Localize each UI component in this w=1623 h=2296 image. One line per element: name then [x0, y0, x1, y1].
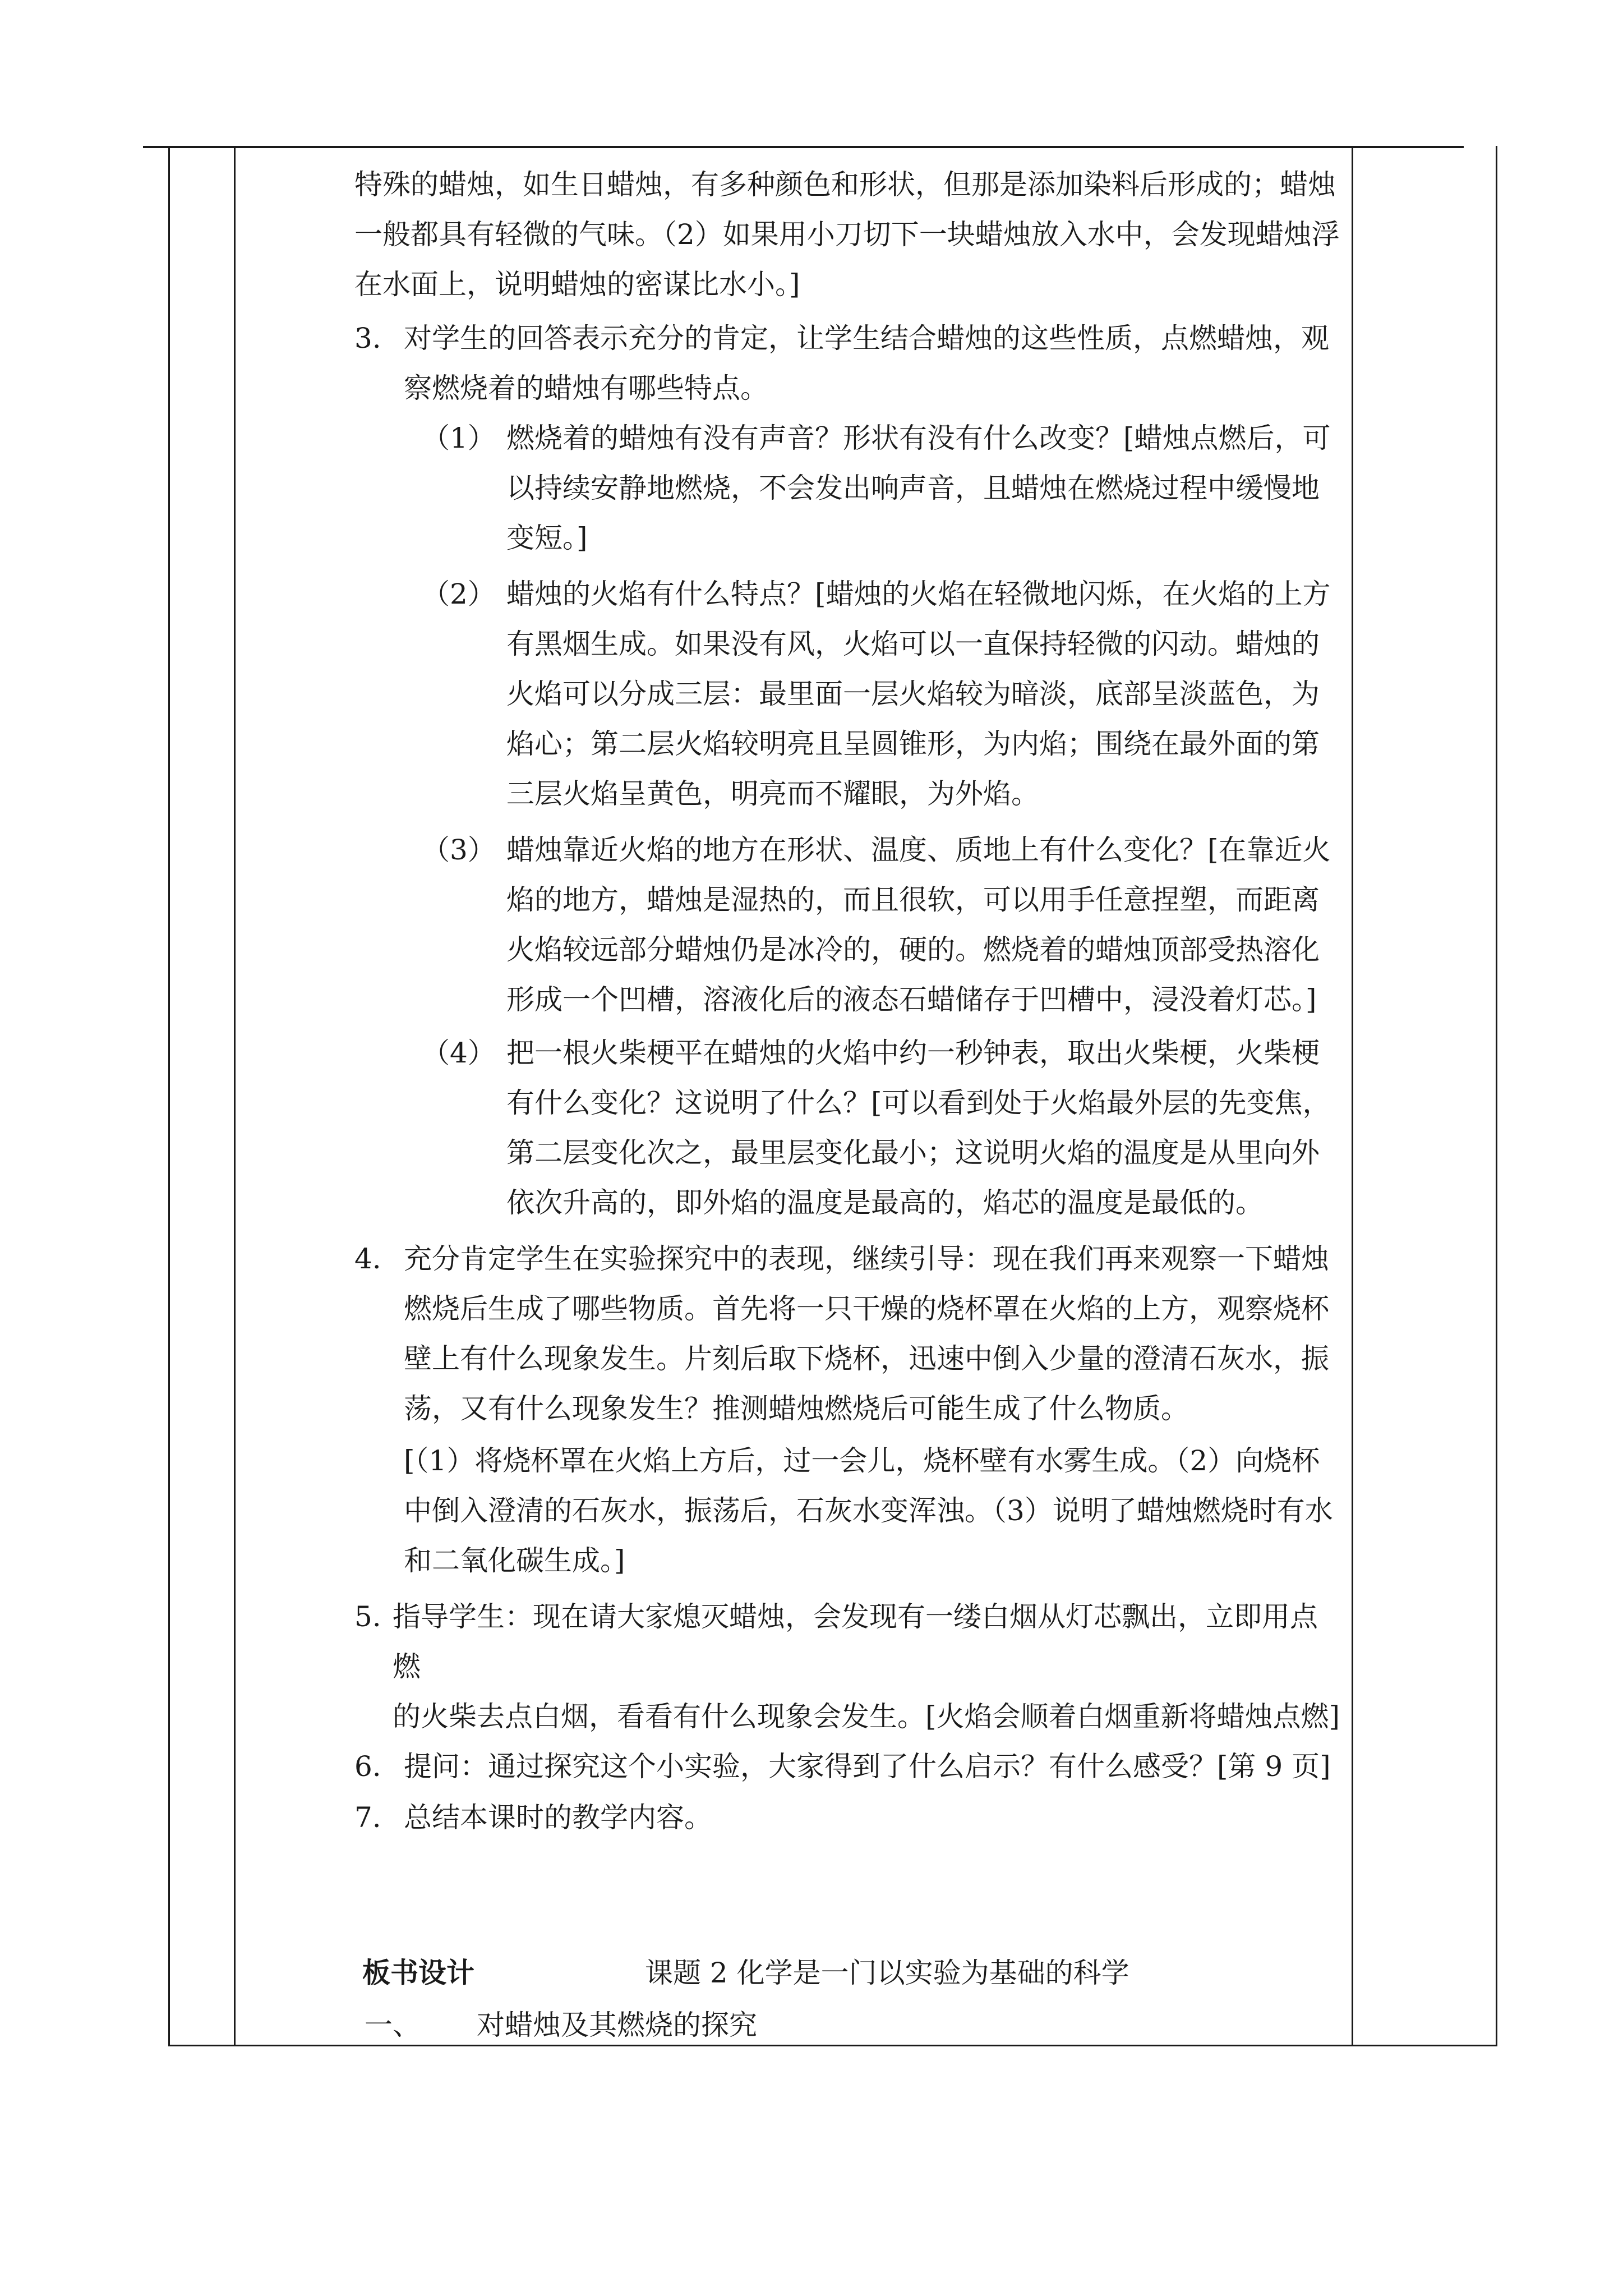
- item-4-line-7: 和二氧化碳生成。]: [404, 1544, 625, 1577]
- column-divider-1: [234, 146, 236, 2046]
- table-left-border: [168, 146, 170, 2046]
- sub-item-1-number: （1）: [422, 422, 496, 454]
- item-7-text: 总结本课时的教学内容。: [404, 1801, 712, 1834]
- item-6-text: 提问：通过探究这个小实验，大家得到了什么启示？有什么感受？[第 9 页]: [404, 1750, 1331, 1783]
- sub-item-3-line-3: 火焰较远部分蜡烛仍是冰冷的，硬的。燃烧着的蜡烛顶部受热溶化: [506, 933, 1320, 966]
- item-4-line-5: [（1）将烧杯罩在火焰上方后，过一会儿，烧杯壁有水雾生成。（2）向烧杯: [404, 1444, 1320, 1477]
- table-top-border: [143, 146, 1464, 148]
- sub-item-3-line-4: 形成一个凹槽，溶液化后的液态石蜡储存于凹槽中，浸没着灯芯。]: [506, 983, 1317, 1016]
- sub-item-2-line-5: 三层火焰呈黄色，明亮而不耀眼，为外焰。: [506, 777, 1039, 810]
- table-right-border: [1496, 146, 1497, 2046]
- sub-item-4-number: （4）: [422, 1037, 496, 1069]
- board-design-label: 板书设计: [362, 1956, 474, 1989]
- item-4-line-3: 壁上有什么现象发生。片刻后取下烧杯，迅速中倒入少量的澄清石灰水，振: [404, 1342, 1329, 1375]
- board-subsection-number: 一、: [365, 2009, 421, 2041]
- item-3-line-1: 对学生的回答表示充分的肯定，让学生结合蜡烛的这些性质，点燃蜡烛，观: [404, 322, 1329, 355]
- sub-item-1-line-2: 以持续安静地燃烧，不会发出响声音，且蜡烛在燃烧过程中缓慢地: [506, 472, 1320, 504]
- sub-item-2-line-3: 火焰可以分成三层：最里面一层火焰较为暗淡，底部呈淡蓝色，为: [506, 678, 1320, 710]
- item-7-number: 7.: [354, 1801, 381, 1834]
- intro-line-1: 特殊的蜡烛，如生日蜡烛，有多种颜色和形状，但那是添加染料后形成的；蜡烛: [354, 168, 1336, 201]
- sub-item-1-line-3: 变短。]: [506, 522, 588, 554]
- item-6-number: 6.: [354, 1750, 381, 1783]
- sub-item-3-line-1: 蜡烛靠近火焰的地方在形状、温度、质地上有什么变化？[在靠近火: [506, 834, 1331, 866]
- sub-item-4-line-3: 第二层变化次之，最里层变化最小；这说明火焰的温度是从里向外: [506, 1137, 1320, 1169]
- sub-item-4-line-1: 把一根火柴梗平在蜡烛的火焰中约一秒钟表，取出火柴梗，火柴梗: [506, 1037, 1320, 1069]
- item-5-number: 5.: [354, 1600, 381, 1633]
- intro-line-2: 一般都具有轻微的气味。（2）如果用小刀切下一块蜡烛放入水中，会发现蜡烛浮: [354, 218, 1340, 251]
- sub-item-3-line-2: 焰的地方，蜡烛是湿热的，而且很软，可以用手任意捏塑，而距离: [506, 884, 1320, 916]
- item-4-line-2: 燃烧后生成了哪些物质。首先将一只干燥的烧杯罩在火焰的上方，观察烧杯: [404, 1292, 1329, 1325]
- intro-line-3: 在水面上，说明蜡烛的密谋比水小。]: [354, 268, 800, 301]
- table-bottom-border: [168, 2045, 1497, 2046]
- sub-item-3-number: （3）: [422, 834, 496, 866]
- sub-item-1-line-1: 燃烧着的蜡烛有没有声音？形状有没有什么改变？[蜡烛点燃后，可: [506, 422, 1331, 454]
- board-subsection-text: 对蜡烛及其燃烧的探究: [477, 2009, 757, 2041]
- sub-item-2-line-2: 有黑烟生成。如果没有风，火焰可以一直保持轻微的闪动。蜡烛的: [506, 628, 1320, 660]
- item-5-line-3: 的火柴去点白烟，看看有什么现象会发生。[火焰会顺着白烟重新将蜡烛点燃]: [393, 1700, 1340, 1733]
- sub-item-2-number: （2）: [422, 578, 496, 610]
- item-3-line-2: 察燃烧着的蜡烛有哪些特点。: [404, 372, 768, 404]
- item-4-number: 4.: [354, 1243, 381, 1275]
- item-5-line-2: 燃: [393, 1650, 421, 1683]
- item-4-line-6: 中倒入澄清的石灰水，振荡后，石灰水变浑浊。（3）说明了蜡烛燃烧时有水: [404, 1494, 1333, 1527]
- item-4-line-4: 荡，又有什么现象发生？推测蜡烛燃烧后可能生成了什么物质。: [404, 1392, 1189, 1425]
- sub-item-2-line-1: 蜡烛的火焰有什么特点？[蜡烛的火焰在轻微地闪烁，在火焰的上方: [506, 578, 1331, 610]
- board-design-title: 课题 2 化学是一门以实验为基础的科学: [645, 1957, 1129, 1989]
- item-4-line-1: 充分肯定学生在实验探究中的表现，继续引导：现在我们再来观察一下蜡烛: [404, 1243, 1329, 1275]
- item-5-line-1: 指导学生：现在请大家熄灭蜡烛，会发现有一缕白烟从灯芯飘出，立即用点: [393, 1600, 1318, 1633]
- item-3-number: 3.: [354, 322, 381, 355]
- column-divider-2: [1352, 146, 1353, 2046]
- sub-item-2-line-4: 焰心；第二层火焰较明亮且呈圆锥形，为内焰；围绕在最外面的第: [506, 728, 1320, 760]
- sub-item-4-line-2: 有什么变化？这说明了什么？[可以看到处于火焰最外层的先变焦，: [506, 1087, 1331, 1119]
- sub-item-4-line-4: 依次升高的，即外焰的温度是最高的，焰芯的温度是最低的。: [506, 1186, 1264, 1219]
